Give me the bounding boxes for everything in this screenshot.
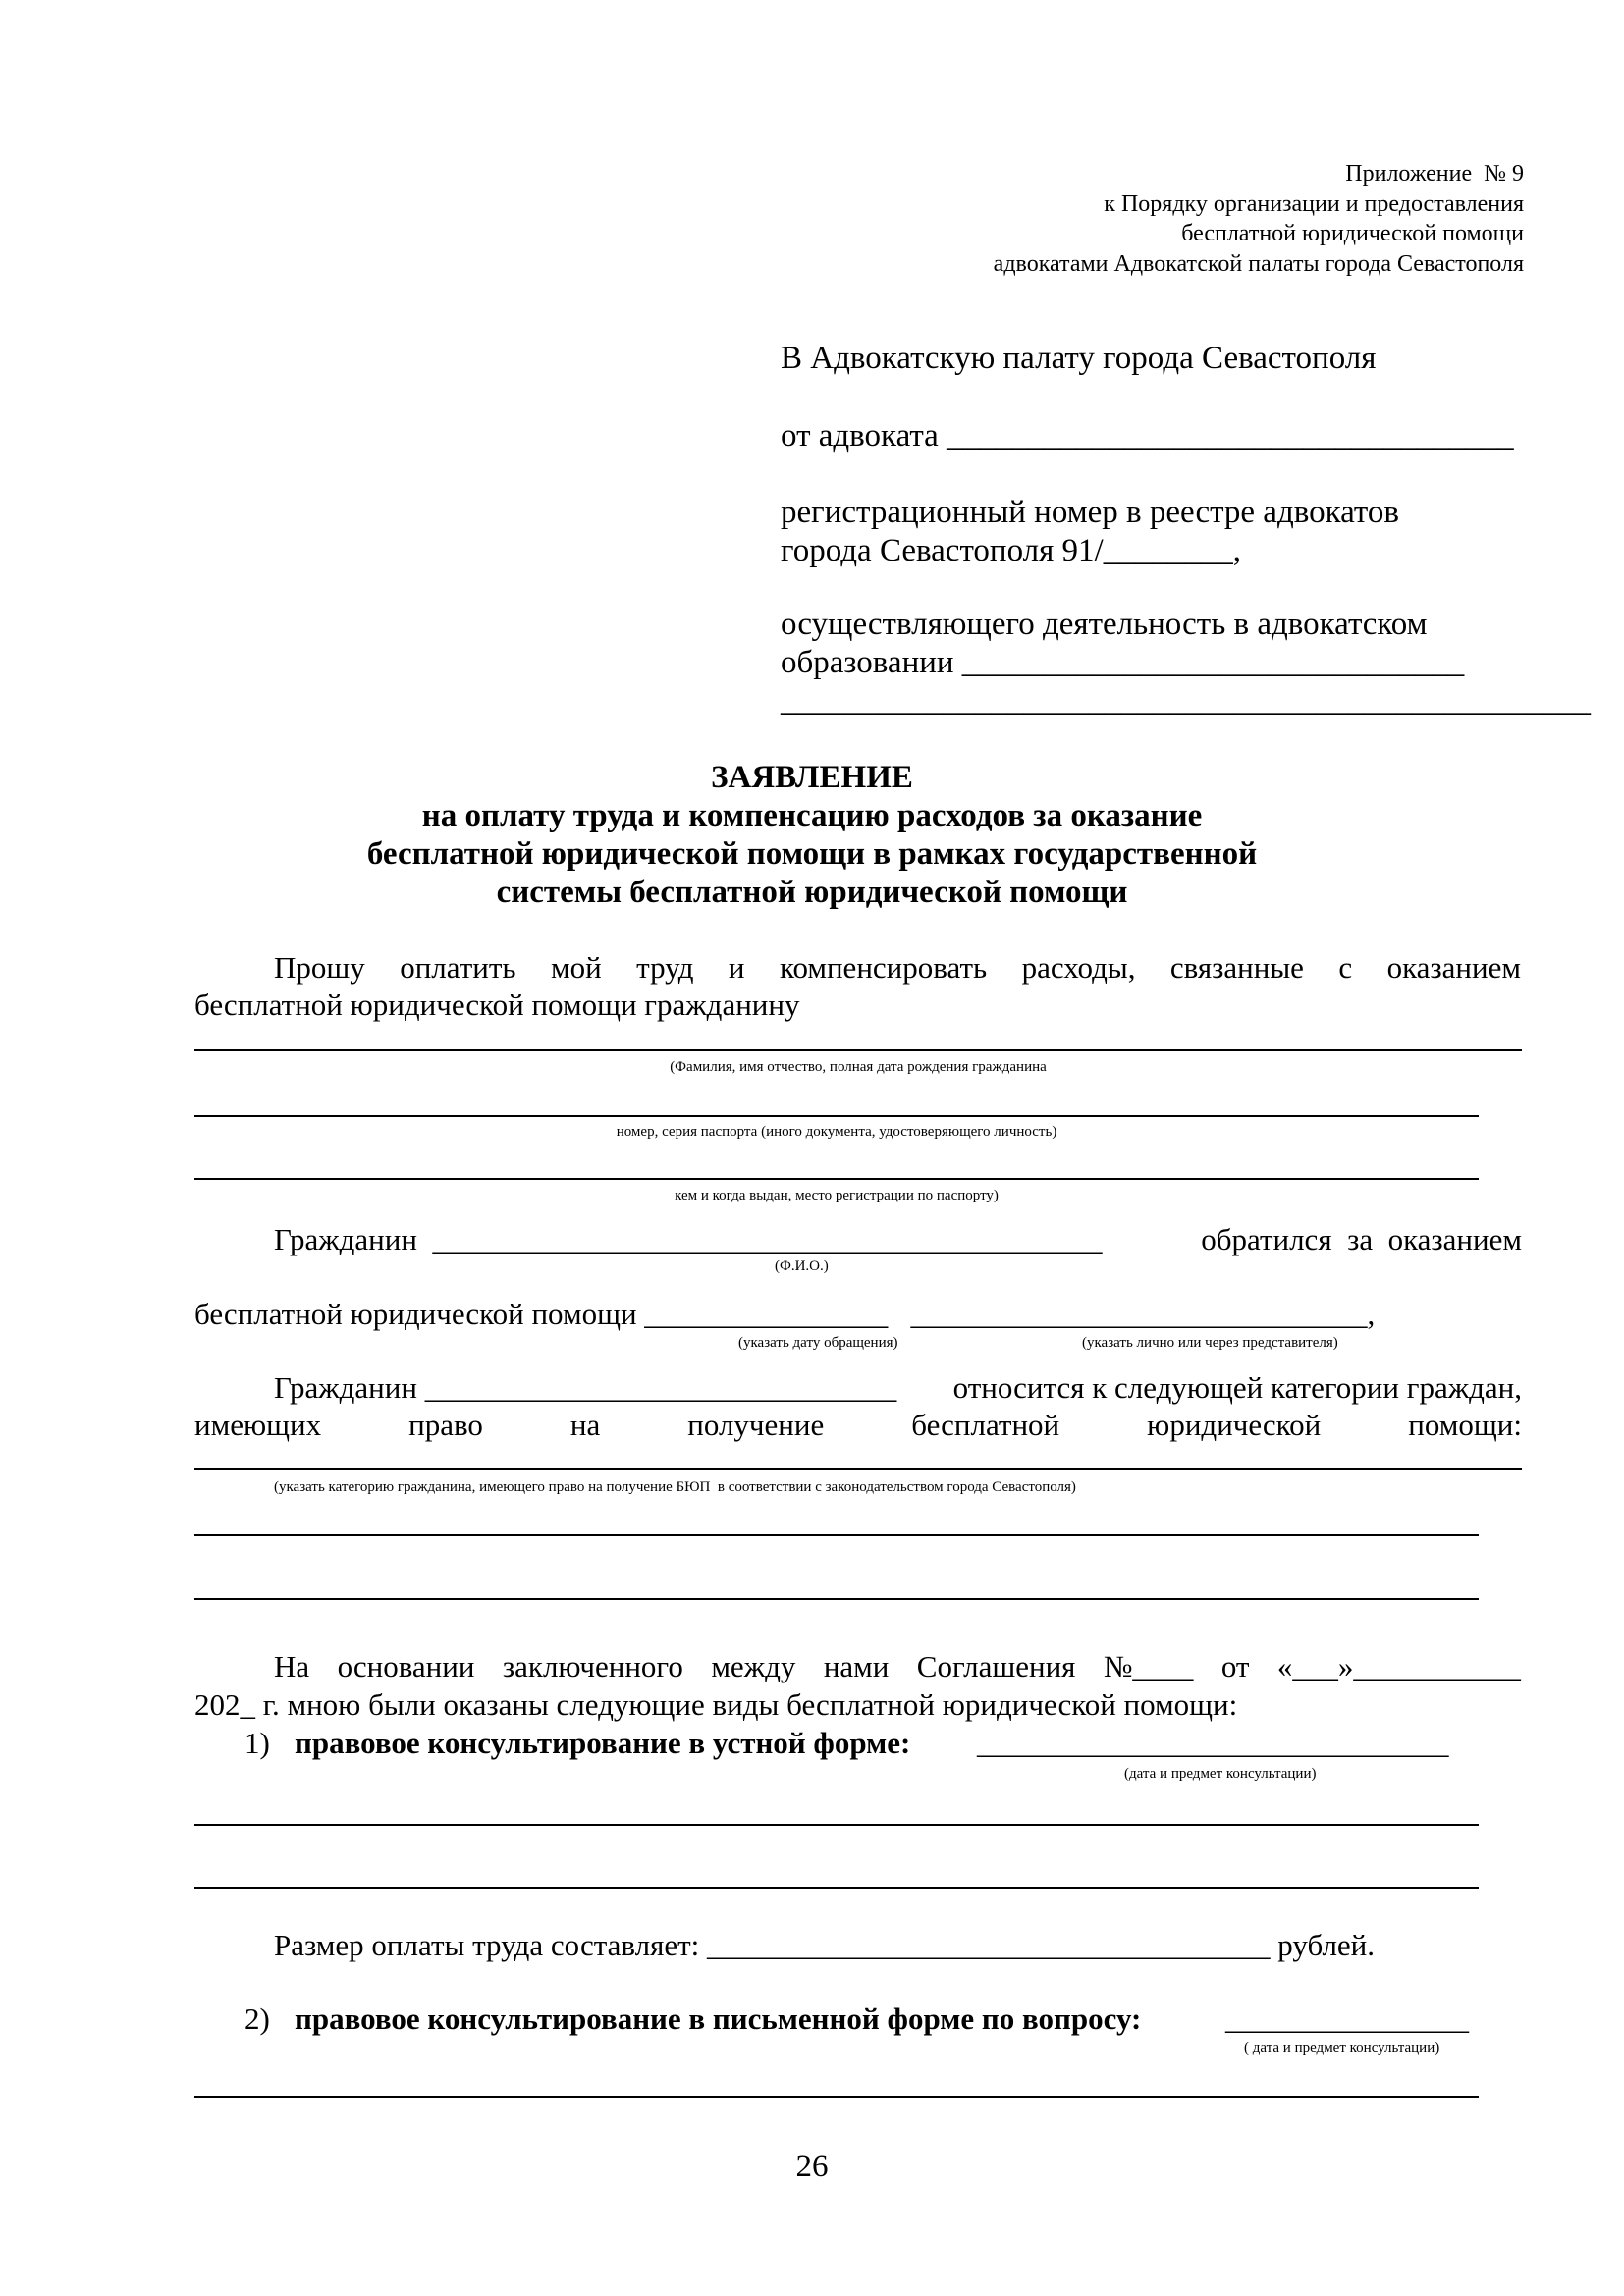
- addressee-to: В Адвокатскую палату города Севастополя: [781, 341, 1377, 376]
- category-input-line-2[interactable]: [194, 1534, 1479, 1536]
- appendix-line-4: адвокатами Адвокатской палаты города Севастополя: [993, 251, 1524, 277]
- word: оказанием: [1386, 950, 1521, 985]
- item-2-label: правовое консультирование в письменной форме по вопросу:: [295, 2002, 1142, 2036]
- item-2-number: 2): [244, 2002, 270, 2036]
- word: и: [728, 950, 745, 985]
- registration-line-1: регистрационный номер в реестре адвокатов: [781, 495, 1399, 530]
- word: Прошу: [274, 950, 365, 985]
- citizen-category-field[interactable]: Гражданин _______________________________: [274, 1370, 897, 1405]
- citizen-applied-field[interactable]: Гражданин ____________________________________________: [274, 1222, 1103, 1256]
- word: получение: [687, 1408, 825, 1442]
- word: нами: [823, 1649, 890, 1683]
- organization-field[interactable]: образовании _______________________________: [781, 645, 1465, 680]
- citizen-applied-label: обратился за оказанием: [1201, 1222, 1522, 1256]
- appendix-number: Приложение № 9: [1345, 161, 1524, 187]
- agreement-line-2: 202_ г. мною были оказаны следующие виды бесплатной юридической помощи:: [194, 1687, 1238, 1722]
- hint-person: (указать лично или через представителя): [1082, 1335, 1338, 1351]
- word: между: [711, 1649, 796, 1683]
- hint-issued: кем и когда выдан, место регистрации по паспорту): [675, 1188, 999, 1203]
- passport-issued-input-line[interactable]: [194, 1178, 1479, 1180]
- category-input-line-3[interactable]: [194, 1598, 1479, 1600]
- hint-passport: номер, серия паспорта (иного документа, удостоверяющего личность): [616, 1124, 1057, 1140]
- request-paragraph-line-1: [274, 952, 1521, 983]
- word: основании: [337, 1649, 475, 1683]
- agreement-line-1: [274, 1651, 1521, 1682]
- consultation-input-line-2[interactable]: [194, 1887, 1479, 1889]
- word: право: [408, 1408, 483, 1442]
- document-subtitle-3: системы бесплатной юридической помощи: [496, 875, 1128, 910]
- item-1-number: 1): [244, 1726, 270, 1760]
- word: с: [1338, 950, 1353, 985]
- hint-fio-dob: (Фамилия, имя отчество, полная дата рождения гражданина: [670, 1059, 1047, 1075]
- item-2-field[interactable]: ________________: [1225, 2002, 1469, 2036]
- agreement-date-field[interactable]: «___»___________: [1276, 1649, 1521, 1683]
- document-title: ЗАЯВЛЕНИЕ: [711, 760, 913, 795]
- hint-fio: (Ф.И.О.): [775, 1258, 829, 1274]
- written-consultation-input-line[interactable]: [194, 2096, 1479, 2098]
- word: юридической: [1147, 1408, 1322, 1442]
- word: оплатить: [400, 950, 516, 985]
- item-1-label: правовое консультирование в устной форме:: [295, 1726, 911, 1760]
- agreement-number-field[interactable]: №____: [1103, 1649, 1194, 1683]
- word: труд: [636, 950, 694, 985]
- application-date-field[interactable]: бесплатной юридической помощи ________________ ______________________________,: [194, 1297, 1376, 1331]
- organization-line-1: осуществляющего деятельность в адвокатском: [781, 607, 1428, 642]
- category-input-line[interactable]: [194, 1468, 1522, 1470]
- from-advocate-field[interactable]: от адвоката ___________________________________: [781, 418, 1514, 454]
- hint-consult-2: ( дата и предмет консультации): [1244, 2040, 1440, 2056]
- hint-consult: (дата и предмет консультации): [1124, 1766, 1317, 1782]
- page-number: 26: [795, 2149, 829, 2184]
- category-paragraph-line: [194, 1410, 1522, 1440]
- word: от: [1220, 1649, 1250, 1683]
- word: имеющих: [194, 1408, 322, 1442]
- organization-field-continued[interactable]: __________________________________________________: [781, 683, 1591, 719]
- appendix-line-3: бесплатной юридической помощи: [1181, 221, 1524, 246]
- appendix-line-2: к Порядку организации и предоставления: [1104, 191, 1524, 217]
- word: связанные: [1169, 950, 1304, 985]
- word: помощи:: [1408, 1408, 1522, 1442]
- request-paragraph-line-2: бесплатной юридической помощи гражданину: [194, 988, 800, 1022]
- item-1-field[interactable]: _______________________________: [977, 1726, 1449, 1760]
- hint-category: (указать категорию гражданина, имеющего право на получение БЮП в соответствии с законодательством города Севастополя): [274, 1479, 1076, 1495]
- word: бесплатной: [911, 1408, 1060, 1442]
- word: заключенного: [502, 1649, 683, 1683]
- word: Соглашения: [916, 1649, 1076, 1683]
- hint-date: (указать дату обращения): [738, 1335, 898, 1351]
- consultation-input-line[interactable]: [194, 1824, 1479, 1826]
- registration-number-field[interactable]: города Севастополя 91/________,: [781, 533, 1241, 568]
- word: на: [569, 1408, 601, 1442]
- citizen-name-input-line[interactable]: [194, 1049, 1522, 1051]
- document-subtitle-2: бесплатной юридической помощи в рамках государственной: [366, 836, 1258, 872]
- word: расходы,: [1021, 950, 1136, 985]
- payment-amount-field[interactable]: Размер оплаты труда составляет: _____________________________________ рублей.: [274, 1928, 1376, 1962]
- document-subtitle-1: на оплату труда и компенсацию расходов за оказание: [421, 798, 1203, 833]
- word: На: [274, 1649, 310, 1683]
- passport-input-line[interactable]: [194, 1115, 1479, 1117]
- word: мой: [550, 950, 602, 985]
- citizen-category-label: относится к следующей категории граждан,: [952, 1370, 1522, 1405]
- word: компенсировать: [779, 950, 988, 985]
